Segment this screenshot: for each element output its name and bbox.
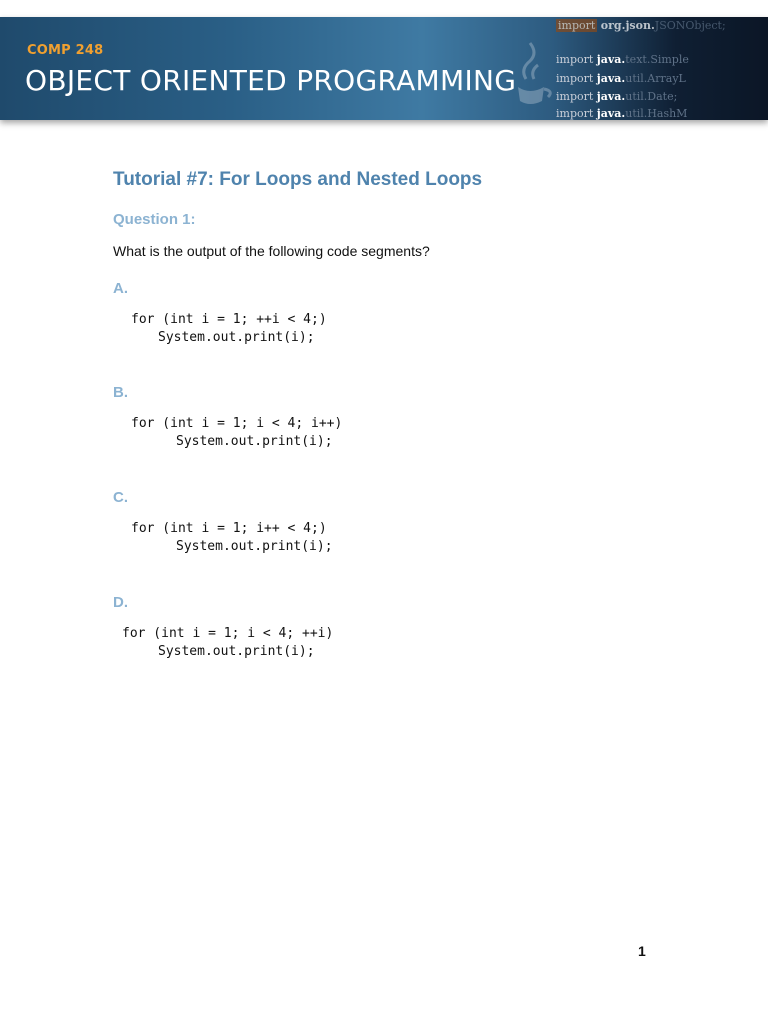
code-line: for (int i = 1; i++ < 4;) [131, 521, 327, 536]
page-title: Tutorial #7: For Loops and Nested Loops [113, 169, 483, 190]
code-block-c [131, 520, 333, 556]
code-line: for (int i = 1; i < 4; i++) [131, 416, 343, 431]
code-line: System.out.print(i); [158, 330, 315, 345]
code-block-b [131, 415, 342, 451]
code-line: import java.text.Simple [556, 53, 689, 66]
question-prompt: What is the output of the following code segments? [113, 243, 430, 259]
code-block-a [131, 311, 327, 347]
code-line: import org.json.JSONObject; [558, 19, 726, 32]
course-title: OBJECT ORIENTED PROGRAMMING [25, 64, 517, 97]
code-line: import java.util.HashM [556, 107, 688, 120]
page-number: 1 [638, 943, 646, 959]
code-line: for (int i = 1; ++i < 4;) [131, 312, 327, 327]
code-line: for (int i = 1; i < 4; ++i) [122, 626, 334, 641]
header-banner [0, 17, 768, 120]
part-label-a: A. [113, 280, 128, 297]
part-label-c: C. [113, 489, 128, 506]
part-label-d: D. [113, 594, 128, 611]
code-line: import java.util.Date; [556, 90, 678, 103]
code-block-d [122, 625, 333, 661]
code-line: System.out.print(i); [176, 539, 333, 554]
course-code: COMP 248 [27, 43, 104, 58]
part-label-b: B. [113, 384, 128, 401]
code-line: System.out.print(i); [176, 434, 333, 449]
code-line: System.out.print(i); [158, 644, 315, 659]
question-heading: Question 1: [113, 211, 196, 228]
code-background [556, 17, 768, 120]
code-line: import java.util.ArrayL [556, 72, 686, 85]
